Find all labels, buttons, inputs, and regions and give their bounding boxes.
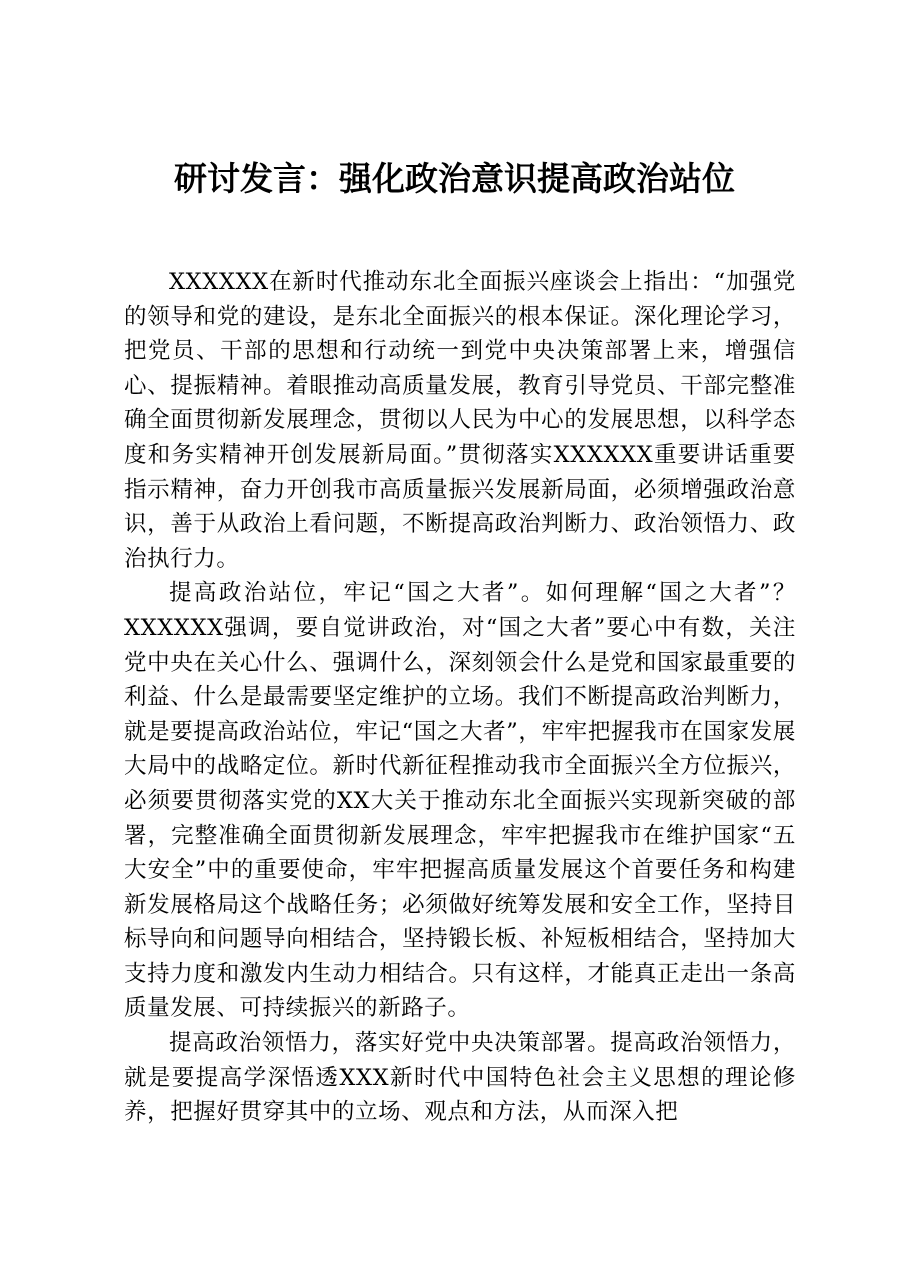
paragraph: XXXXXX在新时代推动东北全面振兴座谈会上指出：“加强党的领导和党的建设，是东北全面振兴的根本保证。深化理论学习，把党员、干部的思想和行动统一到党中央决策部署上来，增强信心、提振精神。着眼推动高质量发展，教育引导党员、干部完整准确全面贯彻新发展理念，贯彻以人民为中心的发展思想，以科学态度和务实精神开创发展新局面。”贯彻落实XXXXXX重要讲话重要指示精神，奋力开创我市高质量振兴发展新局面，必须增强政治意识，善于从政治上看问题，不断提高政治判断力、政治领悟力、政治执行力。 [124, 269, 796, 572]
document-title: 研讨发言：强化政治意识提高政治站位 [174, 159, 735, 198]
document-body [124, 265, 796, 1130]
paragraph: 提高政治领悟力，落实好党中央决策部署。提高政治领悟力，就是要提高学深悟透XXX新时代中国特色社会主义思想的理论修养，把握好贯穿其中的立场、观点和方法，从而深入把 [124, 1030, 796, 1126]
paragraph: 提高政治站位，牢记“国之大者”。如何理解“国之大者”？XXXXXX强调，要自觉讲政治，对“国之大者”要心中有数，关注党中央在关心什么、强调什么，深刻领会什么是党和国家最重要的利益、什么是最需要坚定维护的立场。我们不断提高政治判断力，就是要提高政治站位，牢记“国之大者”，牢牢把握我市在国家发展大局中的战略定位。新时代新征程推动我市全面振兴全方位振兴，必须要贯彻落实党的XX大关于推动东北全面振兴实现新突破的部署，完整准确全面贯彻新发展理念，牢牢把握我市在维护国家“五大安全”中的重要使命，牢牢把握高质量发展这个首要任务和构建新发展格局这个战略任务；必须做好统筹发展和安全工作，坚持目标导向和问题导向相结合，坚持锻长板、补短板相结合，坚持加大支持力度和激发内生动力相结合。只有这样，才能真正走出一条高质量发展、可持续振兴的新路子。 [124, 580, 796, 1022]
